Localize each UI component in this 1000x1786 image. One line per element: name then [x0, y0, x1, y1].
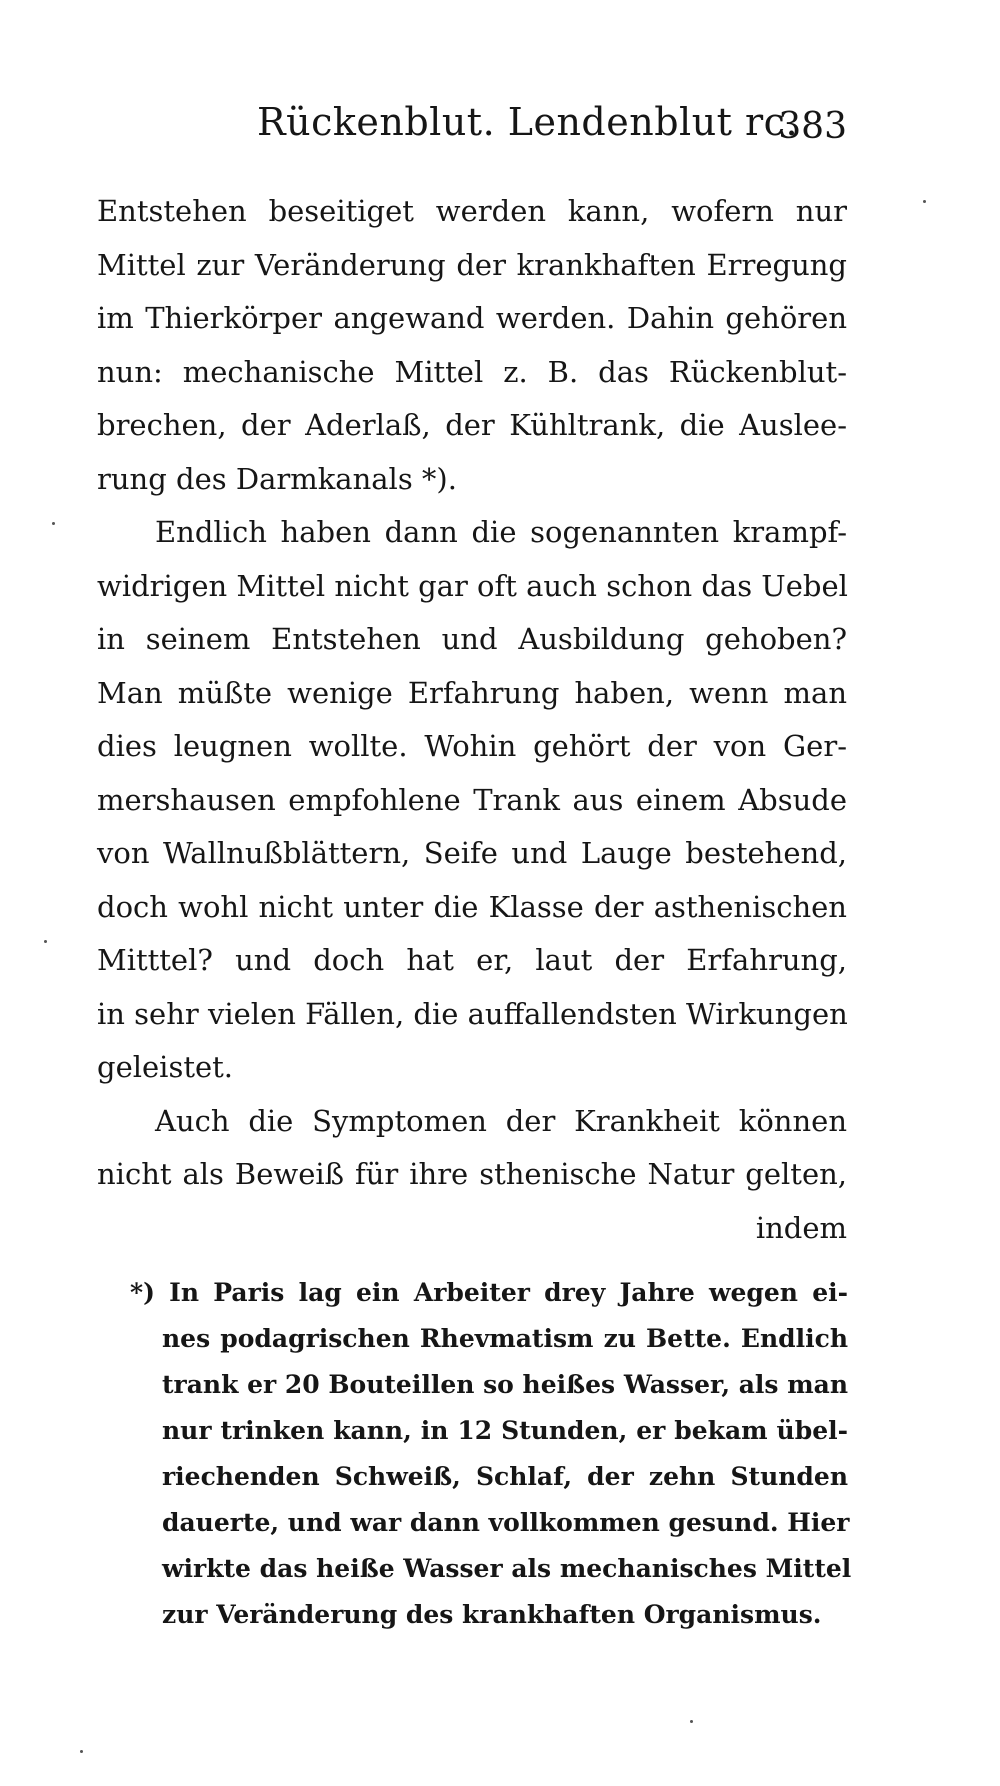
paper-speck — [923, 200, 926, 203]
footnote-line: dauerte, und war dann vollkommen gesund. Hier — [162, 1508, 850, 1537]
text-line: Man müßte wenige Erfahrung haben, wenn man — [97, 675, 847, 710]
footnote-line: nur trinken kann, in 12 Stunden, er bekam übel- — [162, 1416, 848, 1445]
text-line: im Thierkörper angewand werden. Dahin gehören — [97, 301, 847, 335]
text-line: Endlich haben dann die sogenannten krampf- — [155, 515, 847, 549]
text-line: in seinem Entstehen und Ausbildung gehoben? — [97, 622, 847, 656]
page-number: 383 — [778, 106, 847, 147]
text-line: doch wohl nicht unter die Klasse der asthenischen — [97, 889, 847, 924]
text-line: nicht als Beweiß für ihre sthenische Natur gelten, — [97, 1157, 847, 1191]
footnote — [130, 1270, 852, 1638]
text-line: Mitttel? und doch hat er, laut der Erfahrung, — [97, 943, 847, 977]
text-line: widrigen Mittel nicht gar oft auch schon das Uebel — [97, 568, 848, 603]
footnote-line: nes podagrischen Rhevmatism zu Bette. Endlich — [162, 1324, 848, 1353]
text-line: geleistet. — [97, 1050, 234, 1084]
footnote-line: riechenden Schweiß, Schlaf, der zehn Stunden — [162, 1462, 848, 1491]
footnote-line: wirkte das heiße Wasser als mechanisches Mittel — [162, 1554, 852, 1583]
footnote-line: trank er 20 Bouteillen so heißes Wasser, als man — [162, 1370, 849, 1399]
text-line: rung des Darmkanals *). — [97, 461, 457, 496]
text-line: in sehr vielen Fällen, die auffallendsten Wirkungen — [97, 996, 848, 1031]
footnote-line: zur Veränderung des krankhaften Organismus. — [162, 1600, 822, 1629]
paper-speck — [80, 1750, 83, 1753]
catchword: indem — [755, 1210, 847, 1245]
running-head — [97, 100, 847, 160]
text-line: Entstehen beseitiget werden kann, wofern nur — [97, 194, 847, 228]
text-line: von Wallnußblättern, Seife und Lauge bestehend, — [97, 836, 847, 870]
text-line: Auch die Symptomen der Krankheit können — [155, 1103, 847, 1138]
text-line: nun: mechanische Mittel z. B. das Rückenblut- — [97, 354, 847, 389]
text-line: Mittel zur Veränderung der krankhaften Erregung — [97, 247, 847, 282]
paper-speck — [52, 522, 55, 525]
text-line: brechen, der Aderlaß, der Kühltrank, die Auslee- — [97, 408, 847, 442]
footnote-line: *) In Paris lag ein Arbeiter drey Jahre wegen ei- — [130, 1278, 848, 1307]
text-line: mershausen empfohlene Trank aus einem Absude — [97, 782, 847, 817]
body-text — [97, 185, 847, 1255]
paper-speck — [44, 940, 47, 943]
running-title: Rückenblut. Lendenblut rc. — [257, 100, 799, 144]
text-line: dies leugnen wollte. Wohin gehört der von Ger- — [97, 729, 847, 763]
paper-speck — [690, 1720, 693, 1723]
